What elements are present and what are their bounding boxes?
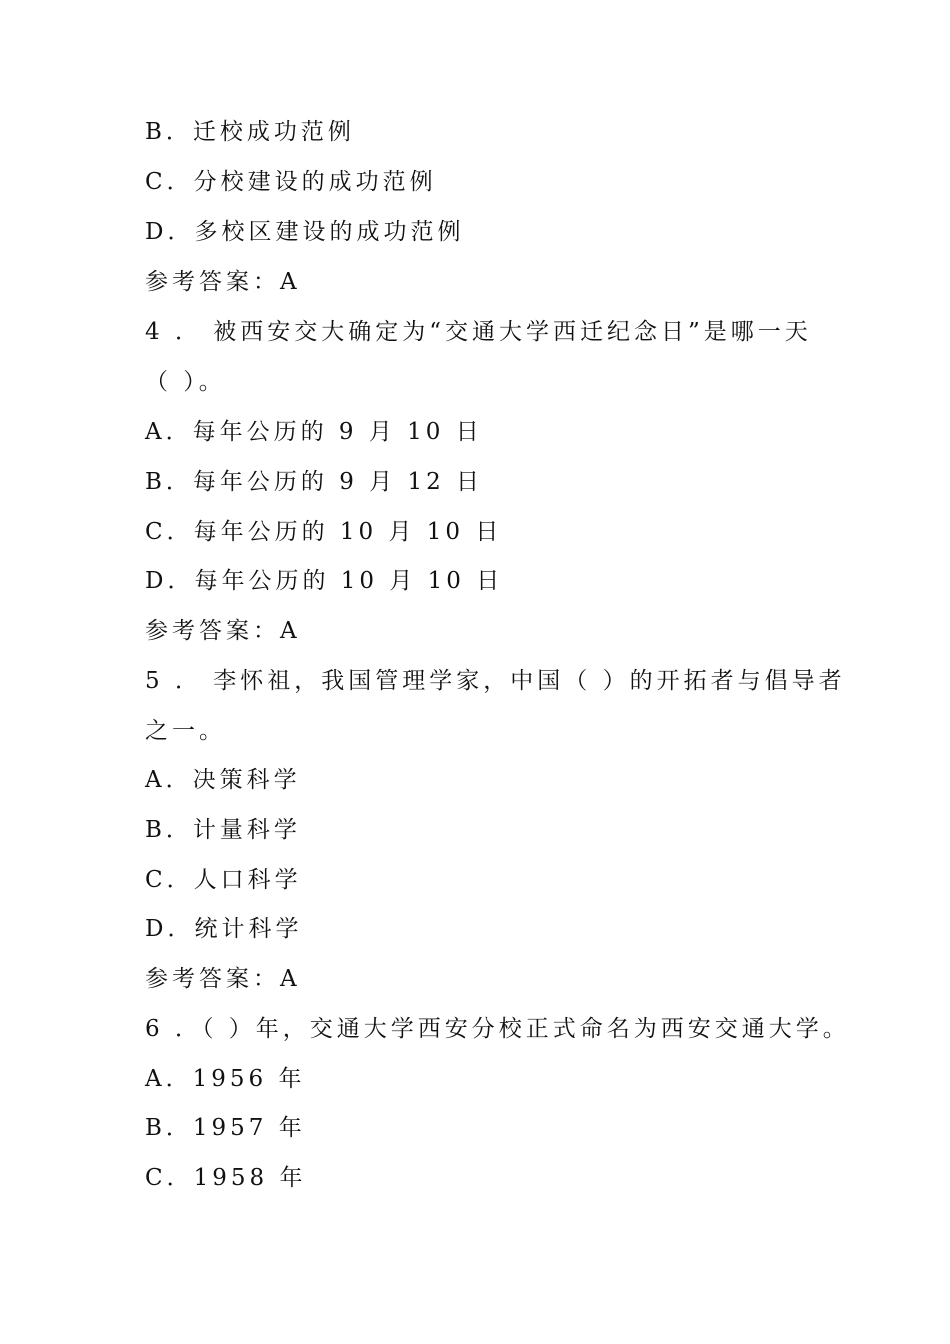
question-6: 6 ．（ ）年，交通大学西安分校正式命名为西安交通大学。 <box>145 1016 850 1042</box>
option-c-q3: C．分校建设的成功范例 <box>145 169 437 195</box>
option-b-q4: B．每年公历的 9 月 12 日 <box>145 469 484 495</box>
question-5: 5 ． 李怀祖，我国管理学家，中国（ ）的开拓者与倡导者 <box>145 668 846 694</box>
question-4: 4 ． 被西安交大确定为“交通大学西迁纪念日”是哪一天 <box>145 319 812 345</box>
answer-q3: 参考答案：A <box>145 269 301 295</box>
question-5-cont: 之一。 <box>145 718 226 744</box>
option-c-q6: C．1958 年 <box>145 1165 307 1191</box>
answer-q5: 参考答案：A <box>145 966 301 992</box>
option-a-q4: A．每年公历的 9 月 10 日 <box>145 419 483 445</box>
option-c-q5: C．人口科学 <box>145 867 302 893</box>
option-b-q3: B．迁校成功范例 <box>145 119 355 145</box>
option-a-q6: A．1956 年 <box>145 1066 306 1092</box>
option-d-q5: D．统计科学 <box>145 916 303 942</box>
question-4-cont: （ ）。 <box>145 369 226 395</box>
option-a-q5: A．决策科学 <box>145 767 301 793</box>
option-d-q4: D．每年公历的 10 月 10 日 <box>145 568 504 594</box>
answer-q4: 参考答案：A <box>145 618 301 644</box>
option-b-q5: B．计量科学 <box>145 817 301 843</box>
option-c-q4: C．每年公历的 10 月 10 日 <box>145 519 503 545</box>
option-d-q3: D．多校区建设的成功范例 <box>145 219 465 245</box>
option-b-q6: B．1957 年 <box>145 1115 306 1141</box>
